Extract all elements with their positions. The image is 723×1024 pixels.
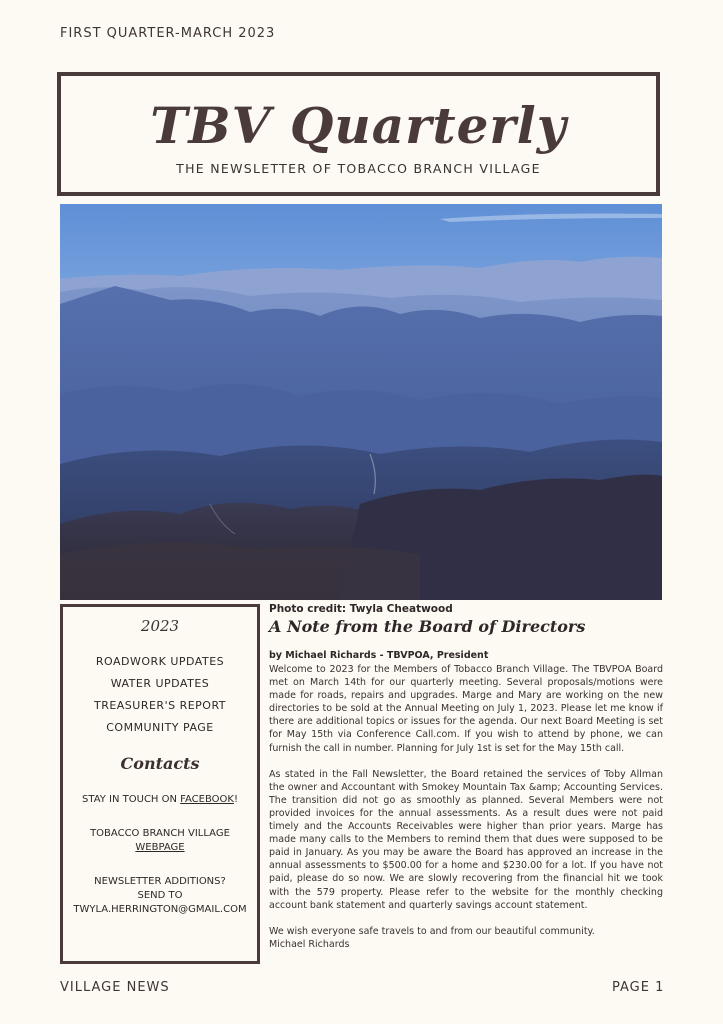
sidebar-box [60, 604, 260, 964]
roadwork-updates-link[interactable]: ROADWORK UPDATES [95, 655, 225, 668]
page-number: PAGE 1 [612, 980, 665, 995]
article [269, 603, 663, 951]
webpage-contact [63, 827, 257, 855]
email-link[interactable]: TWYLA.HERRINGTON@GMAIL.COM [73, 904, 247, 915]
article-title: A Note from the Board of Directors [269, 617, 586, 636]
article-paragraph: Welcome to 2023 for the Members of Tobacco Branch Village. The TBVPOA Board met on March 14th for our quarterly meeting. Several proposals/motions were made for roads, repairs and upgrades. Marge and Mary are working on the new directories to be sold at the Annual Meeting on July 1, 2023. Please let me know if there are additional topics or issues for the agenda. Our next Board Meeting is set for May 15th via Conference Call.com. If you wish to attend by phone, we can furnish the call in number. Planning for July 1st is set for the May 15th call. [269, 664, 663, 754]
sidebar-year: 2023 [140, 617, 180, 635]
article-signature: Michael Richards [269, 938, 350, 950]
mountain-landscape-illustration [60, 204, 662, 600]
facebook-link[interactable]: FACEBOOK [180, 794, 234, 805]
facebook-prefix: STAY IN TOUCH ON [82, 794, 181, 805]
water-updates-link[interactable]: WATER UPDATES [110, 677, 210, 690]
sidebar-links [63, 655, 257, 734]
facebook-contact [63, 793, 257, 807]
contacts-heading: Contacts [120, 754, 200, 773]
send-to-label: SEND TO [137, 890, 183, 901]
masthead [57, 72, 660, 196]
community-page-link[interactable]: COMMUNITY PAGE [106, 721, 214, 734]
additions-label: NEWSLETTER ADDITIONS? [94, 876, 226, 887]
webpage-link[interactable]: WEBPAGE [135, 842, 185, 853]
issue-label: FIRST QUARTER-MARCH 2023 [60, 26, 276, 41]
mountain-landscape-photo [60, 204, 662, 600]
article-paragraph: As stated in the Fall Newsletter, the Board retained the services of Toby Allman the owner and Accountant with Smokey Mountain Tax &amp; Accounting Services. The transition did not go as smoothly as planned. Several Members were not provided invoices for the annual assessments. As a result dues were not paid timely and the Accounts Receivables were higher than prior years. Marge has made many calls to the Members to remind them that dues were supposed to be paid in January. As you may be aware the Board has approved an increase in the annual assessments to $500.00 for a home and $230.00 for a lot. If you have not paid, please do so now. We are slowly recovering from the financial hit we took with the 579 property. Please refer to the website for the monthly checking account bank statement and quarterly savings account statement. [269, 768, 663, 911]
newsletter-additions-contact [63, 875, 257, 917]
facebook-suffix: ! [233, 794, 238, 805]
article-byline: by Michael Richards - TBVPOA, President [269, 650, 489, 661]
article-closing: We wish everyone safe travels to and from our beautiful community. [269, 925, 595, 937]
newsletter-subtitle: THE NEWSLETTER OF TOBACCO BRANCH VILLAGE [176, 161, 541, 176]
newsletter-title: TBV Quarterly [150, 96, 567, 155]
photo-credit: Photo credit: Twyla Cheatwood [269, 603, 453, 615]
footer-section-label: VILLAGE NEWS [60, 980, 170, 995]
webpage-label: TOBACCO BRANCH VILLAGE [90, 828, 230, 839]
treasurers-report-link[interactable]: TREASURER'S REPORT [93, 699, 227, 712]
